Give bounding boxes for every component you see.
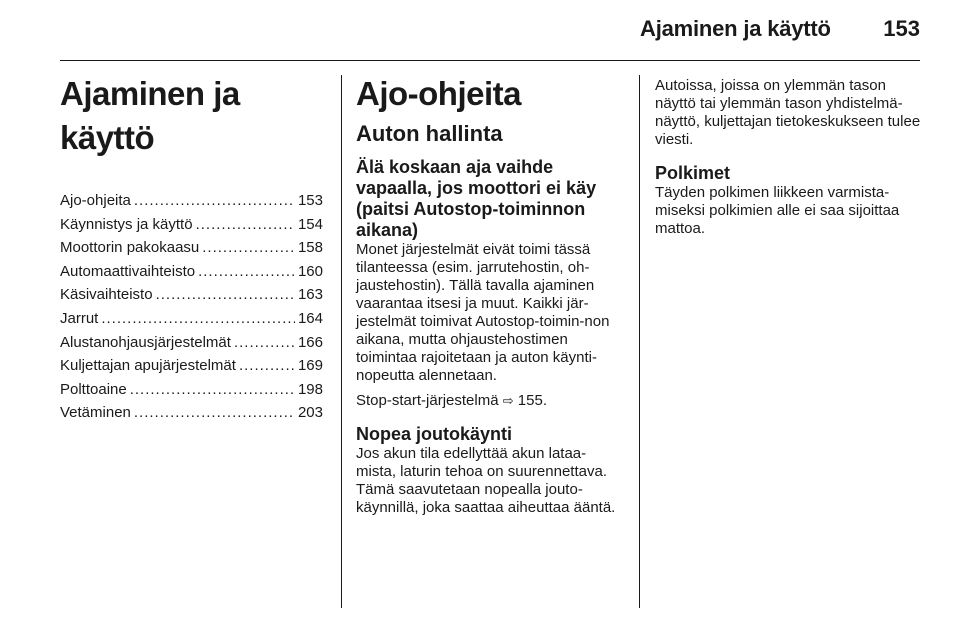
display-paragraph: Autoissa, joissa on ylemmän tason näyttö tai ylemmän tason yhdistelmä-näyttö, kuljettajan tietokeskukseen tulee viesti. xyxy=(655,77,921,148)
toc-entry[interactable] xyxy=(60,189,323,213)
toc-entry-label: Polttoaine xyxy=(60,380,127,398)
toc-entry[interactable] xyxy=(60,378,323,402)
page-number: 153 xyxy=(883,16,920,41)
toc-entry-label: Alustanohjausjärjestelmät xyxy=(60,333,231,351)
column-divider-1 xyxy=(341,75,342,608)
pedals-paragraph: Täyden polkimen liikkeen varmista-miseksi polkimien alle ei saa sijoittaa mattoa. xyxy=(655,184,900,237)
toc-entry[interactable] xyxy=(60,283,323,307)
warning-paragraph: Monet järjestelmät eivät toimi tässä tilanteessa (esim. jarrutehostin, oh-jaustehostin). Tällä tavalla ajaminen vaarantaa itsesi ja muut. Kaikki jär-jestelmät toimivat Autostop-toimin-non aikana, mutta ohjaustehostimen toimintaa rajoitetaan ja auton käynti-nopeutta alennetaan. xyxy=(356,241,610,384)
toc-entry-page: 203 xyxy=(297,404,323,422)
cross-reference-page: 155. xyxy=(517,392,547,409)
cross-reference[interactable] xyxy=(356,392,620,410)
reference-arrow-icon: ⇨ xyxy=(502,393,514,408)
toc-entry-page: 158 xyxy=(297,239,323,257)
toc-entry-page: 166 xyxy=(297,333,323,351)
toc-leader-dots xyxy=(134,189,295,213)
toc-entry-label: Vetäminen xyxy=(60,404,131,422)
toc-entry-label: Jarrut xyxy=(60,309,99,327)
toc-entry-page: 169 xyxy=(297,357,323,375)
toc-entry[interactable] xyxy=(60,213,323,237)
toc-entry-label: Käsivaihteisto xyxy=(60,286,153,304)
header-divider xyxy=(60,60,920,61)
toc-leader-dots xyxy=(130,378,295,402)
running-header-title: Ajaminen ja käyttö xyxy=(640,16,831,41)
toc-leader-dots xyxy=(134,401,295,425)
toc-leader-dots xyxy=(202,236,295,260)
toc-entry-page: 198 xyxy=(297,380,323,398)
continued-text-column xyxy=(655,77,925,238)
main-text-column xyxy=(356,72,620,517)
toc-entry-page: 154 xyxy=(297,215,323,233)
pedals-heading: Polkimet xyxy=(655,163,731,183)
table-of-contents xyxy=(60,189,323,425)
toc-entry-page: 160 xyxy=(297,262,323,280)
toc-entry-label: Käynnistys ja käyttö xyxy=(60,215,193,233)
toc-entry[interactable] xyxy=(60,307,323,331)
toc-entry[interactable] xyxy=(60,354,323,378)
toc-entry-page: 164 xyxy=(297,309,323,327)
toc-leader-dots xyxy=(234,331,295,355)
toc-leader-dots xyxy=(239,354,295,378)
toc-entry-label: Ajo-ohjeita xyxy=(60,192,131,209)
cross-reference-text: Stop-start-järjestelmä xyxy=(356,392,499,409)
idle-heading: Nopea joutokäynti xyxy=(356,424,513,444)
chapter-toc-column xyxy=(60,72,323,425)
toc-leader-dots xyxy=(198,260,295,284)
toc-entry[interactable] xyxy=(60,236,323,260)
toc-entry[interactable] xyxy=(60,401,323,425)
toc-entry-page: 153 xyxy=(297,192,323,209)
toc-entry-label: Moottorin pakokaasu xyxy=(60,239,200,257)
toc-entry-label: Automaattivaihteisto xyxy=(60,262,196,280)
toc-entry[interactable] xyxy=(60,331,323,355)
toc-leader-dots xyxy=(156,283,295,307)
column-divider-2 xyxy=(639,75,640,608)
toc-entry-page: 163 xyxy=(297,286,323,304)
warning-heading: Älä koskaan aja vaihde vapaalla, jos moottori ei käy (paitsi Autostop-toiminnon aikana) xyxy=(356,157,597,240)
toc-entry[interactable] xyxy=(60,260,323,284)
section-title: Ajo-ohjeita xyxy=(356,75,521,112)
idle-paragraph: Jos akun tila edellyttää akun lataa-mista, laturin tehoa on suurennettava. Tämä saavutetaan nopealla jouto-käynnillä, joka saattaa aiheuttaa ääntä. xyxy=(356,445,616,516)
chapter-title: Ajaminen ja käyttö xyxy=(60,75,240,156)
toc-leader-dots xyxy=(196,213,295,237)
section-subtitle: Auton hallinta xyxy=(356,121,503,146)
toc-leader-dots xyxy=(101,307,295,331)
toc-entry-label: Kuljettajan apujärjestelmät xyxy=(60,357,236,375)
